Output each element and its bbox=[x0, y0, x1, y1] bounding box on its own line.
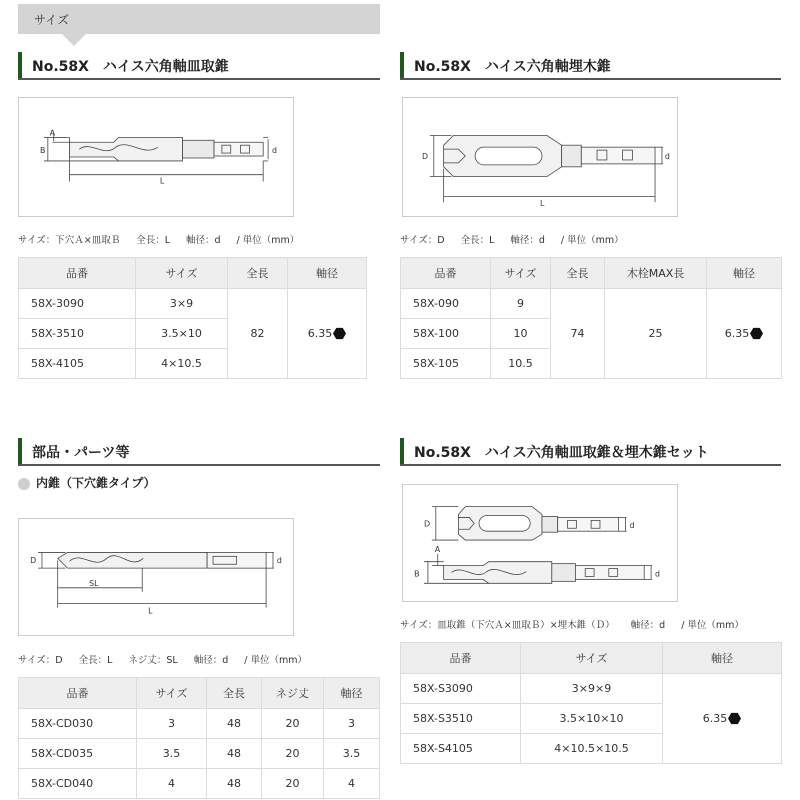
table-row: 58X-105 10.5 bbox=[401, 349, 782, 379]
table-row: 58X-100 10 bbox=[401, 319, 782, 349]
set-diagram bbox=[402, 484, 678, 602]
table-header-row: 品番 サイズ 軸径 bbox=[401, 643, 782, 674]
table-header-row: 品番 サイズ 全長 ネジ丈 軸径 bbox=[19, 678, 380, 709]
table-row: 58X-090 9 74 25 6.35 bbox=[401, 289, 782, 319]
size-tab[interactable] bbox=[18, 4, 380, 34]
hexagon-icon bbox=[333, 327, 346, 340]
section-heading-set bbox=[400, 438, 781, 466]
section-title: 部品・パーツ等 bbox=[32, 445, 130, 461]
dim-b-label: B bbox=[39, 146, 46, 156]
dim-a-label: A bbox=[434, 544, 441, 554]
size-caption: サイズ：下穴Ａ×皿取Ｂ 全長：L 軸径：d / 単位（mm） bbox=[18, 235, 300, 246]
dim-b-label: B bbox=[414, 569, 420, 579]
hexagon-icon bbox=[750, 327, 763, 340]
inner-drill-spec-table bbox=[18, 677, 380, 799]
dim-d-upper-label: D bbox=[30, 556, 37, 566]
table-header-row: 品番 サイズ 全長 木栓MAX長 軸径 bbox=[401, 258, 782, 289]
section-heading-parts bbox=[18, 438, 380, 466]
size-caption: サイズ：D 全長：L ネジ丈：SL 軸径：d / 単位（mm） bbox=[18, 655, 307, 666]
section-title: No.58X ハイス六角軸埋木錐 bbox=[414, 59, 611, 75]
dim-d-label: d bbox=[276, 556, 282, 566]
shaft-cell: 6.35 bbox=[663, 674, 782, 764]
table-row: 58X-4105 4×10.5 bbox=[19, 349, 367, 379]
set-spec-table bbox=[400, 642, 782, 764]
dim-l-label: L bbox=[148, 606, 153, 616]
size-tab-label: サイズ bbox=[34, 13, 70, 27]
table-row: 58X-S3510 3.5×10×10 bbox=[401, 704, 782, 734]
inner-drill-diagram bbox=[18, 518, 294, 636]
table-row: 58X-3090 3×9 82 6.35 bbox=[19, 289, 367, 319]
table-header-row: 品番 サイズ 全長 軸径 bbox=[19, 258, 367, 289]
dim-d-label: d bbox=[664, 151, 670, 161]
countersink-drill-diagram bbox=[18, 97, 294, 217]
size-caption: サイズ：D 全長：L 軸径：d / 単位（mm） bbox=[400, 235, 624, 246]
table-row: 58X-S4105 4×10.5×10.5 bbox=[401, 734, 782, 764]
table-row: 58X-3510 3.5×10 bbox=[19, 319, 367, 349]
dim-d-label-2: d bbox=[655, 569, 661, 579]
circle-bullet-icon bbox=[18, 478, 30, 490]
tab-pointer bbox=[62, 34, 86, 46]
plug-cutter-diagram bbox=[402, 97, 678, 217]
dim-d-label: d bbox=[272, 146, 278, 156]
dim-a-label: A bbox=[49, 128, 56, 138]
dim-d-upper-label: D bbox=[424, 519, 431, 529]
countersink-spec-table bbox=[18, 257, 367, 379]
size-caption: サイズ：皿取錐（下穴Ａ×皿取Ｂ）×埋木錐（Ｄ） 軸径：d / 単位（mm） bbox=[400, 620, 744, 631]
dim-sl-label: SL bbox=[89, 578, 99, 588]
dim-l-label: L bbox=[159, 176, 165, 186]
shaft-cell: 6.35 bbox=[707, 289, 782, 379]
subsection-title: 内錐（下穴錐タイプ） bbox=[18, 474, 156, 491]
dim-d-label-1: d bbox=[629, 521, 635, 531]
plug-cutter-spec-table bbox=[400, 257, 782, 379]
section-heading-plug-cutter bbox=[400, 52, 781, 80]
section-title: No.58X ハイス六角軸皿取錐 bbox=[32, 59, 229, 75]
section-heading-countersink bbox=[18, 52, 380, 80]
table-row: 58X-CD030 3 48 20 3 bbox=[19, 709, 380, 739]
dim-d-upper-label: D bbox=[422, 151, 429, 161]
shaft-cell: 6.35 bbox=[288, 289, 367, 379]
hexagon-icon bbox=[728, 712, 741, 725]
dim-l-label: L bbox=[540, 199, 545, 209]
table-row: 58X-S3090 3×9×9 6.35 bbox=[401, 674, 782, 704]
table-row: 58X-CD040 4 48 20 4 bbox=[19, 769, 380, 799]
section-title: No.58X ハイス六角軸皿取錐＆埋木錐セット bbox=[414, 445, 709, 461]
table-row: 58X-CD035 3.5 48 20 3.5 bbox=[19, 739, 380, 769]
